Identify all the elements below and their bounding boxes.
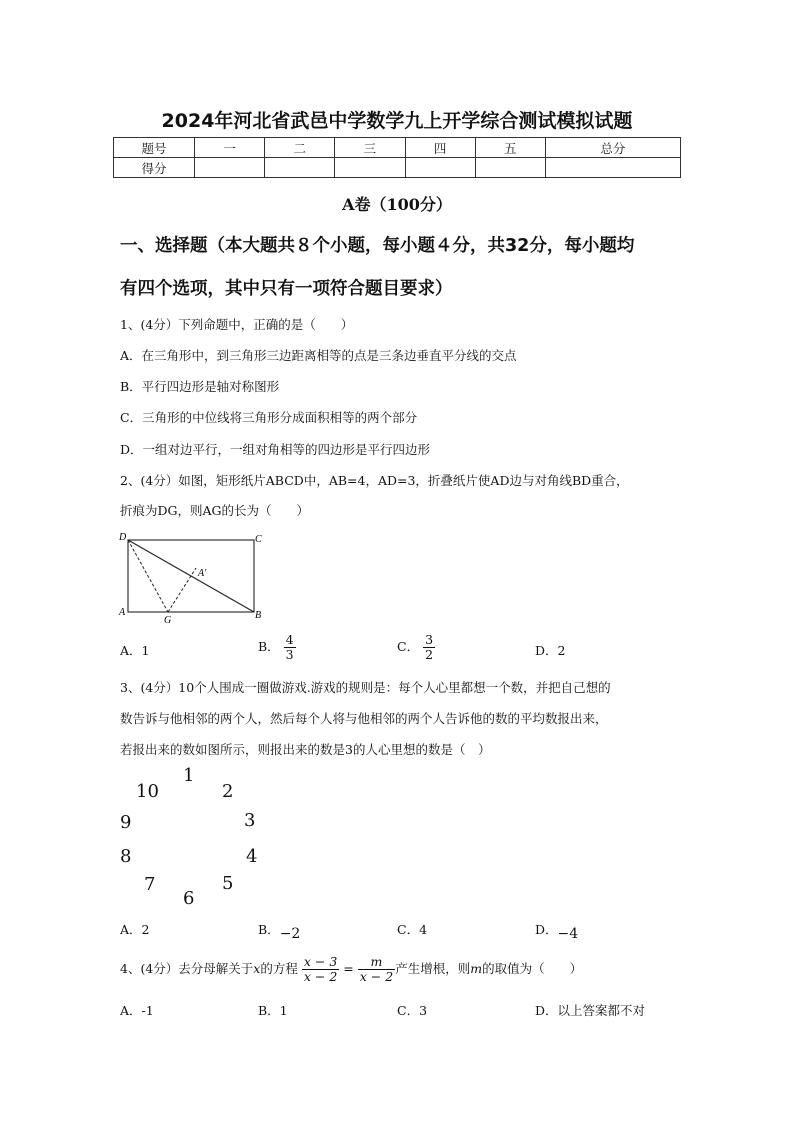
label-b: B	[255, 610, 262, 621]
question-1-option-c: C．三角形的中位线将三角形分成面积相等的两个部分	[120, 410, 418, 425]
table-cell	[405, 158, 475, 178]
option-value: −4	[557, 926, 579, 942]
page-title: 2024年河北省武邑中学数学九上开学综合测试模拟试题	[161, 110, 633, 132]
stem-text: 的方程	[260, 961, 298, 976]
question-2-option-d: D．2	[535, 643, 566, 658]
table-cell	[545, 158, 680, 178]
question-3-stem-cont: 数告诉与他相邻的两个人，然后每个人将与他相邻的两个人告诉他的数的平均数报出来，	[120, 711, 608, 726]
option-value: −2	[279, 926, 301, 942]
question-3-option-b	[258, 920, 301, 942]
option-label: B．	[258, 639, 280, 654]
question-3-option-c: C．4	[397, 922, 428, 937]
table-cell: 得分	[114, 158, 195, 178]
table-cell	[195, 158, 265, 178]
label-a-prime: A′	[198, 568, 207, 579]
circle-number: 1	[183, 765, 195, 786]
circle-number: 6	[183, 888, 195, 909]
stem-text: 产生增根，则	[395, 961, 471, 976]
question-4-option-c: C．3	[397, 1003, 428, 1018]
part-heading: 一、选择题（本大题共８个小题，每小题４分，共32分，每小题均	[120, 236, 635, 256]
score-table	[113, 137, 681, 178]
stem-text: 4、(4分）去分母解关于	[120, 961, 254, 976]
question-4-option-d: D．以上答案都不对	[535, 1003, 646, 1018]
equals-sign: =	[343, 961, 354, 976]
table-row	[114, 138, 681, 158]
table-cell: 一	[195, 138, 265, 158]
circle-number: 8	[120, 846, 132, 867]
question-2-option-c	[397, 633, 435, 662]
fraction: $\frac{3}{2}$	[425, 632, 434, 662]
section-title: A卷（100分）	[342, 195, 452, 214]
question-4-option-b: B．1	[258, 1003, 288, 1018]
question-2-option-b	[258, 633, 296, 662]
circle-number: 5	[222, 873, 234, 894]
fraction-rhs: $\frac{m}{x - 2}$	[359, 954, 394, 984]
label-d: D	[119, 532, 127, 543]
circle-number: 7	[144, 874, 156, 895]
question-1-stem: 1、(4分）下列命题中，正确的是（ ）	[120, 317, 354, 332]
question-2-stem-cont: 折痕为DG，则AG的长为（ ）	[120, 503, 310, 518]
option-label: B．	[258, 922, 280, 937]
label-c: C	[255, 534, 262, 545]
fold-line-ga	[168, 568, 196, 612]
table-cell: 五	[475, 138, 545, 158]
fraction-lhs: $\frac{x - 3}{x - 2}$	[303, 954, 338, 984]
table-cell: 题号	[114, 138, 195, 158]
label-g: G	[164, 615, 172, 624]
table-row	[114, 158, 681, 178]
question-3-stem-cont2: 若报出来的数如图所示，则报出来的数是3的人心里想的数是（ ）	[120, 742, 491, 757]
rectangle-fold-figure	[116, 530, 266, 624]
table-cell: 四	[405, 138, 475, 158]
circle-number: 9	[120, 812, 132, 833]
table-cell	[335, 158, 405, 178]
variable-m: m	[470, 961, 483, 976]
question-3-option-d	[535, 920, 579, 942]
circle-number: 4	[246, 846, 258, 867]
table-cell	[265, 158, 335, 178]
question-2-option-a: A．1	[120, 643, 150, 658]
question-3-stem: 3、(4分）10个人围成一圈做游戏.游戏的规则是：每个人心里都想一个数，并把自己想的	[120, 680, 611, 695]
table-cell: 三	[335, 138, 405, 158]
option-label: D．	[535, 922, 558, 937]
table-cell: 总分	[545, 138, 680, 158]
table-cell: 二	[265, 138, 335, 158]
table-cell	[475, 158, 545, 178]
circle-number: 10	[136, 781, 159, 802]
question-4-option-a: A．-1	[120, 1003, 154, 1018]
question-4-stem	[120, 955, 582, 984]
question-1-option-d: D．一组对边平行，一组对角相等的四边形是平行四边形	[120, 442, 431, 457]
question-2-stem: 2、(4分）如图，矩形纸片ABCD中，AB=4，AD=3，折叠纸片使AD边与对角线BD重合，	[120, 473, 629, 488]
variable-x: x	[253, 961, 261, 976]
option-label: C．	[397, 639, 420, 654]
circle-number: 3	[244, 810, 256, 831]
question-1-option-a: A．在三角形中，到三角形三边距离相等的点是三条边垂直平分线的交点	[120, 348, 517, 363]
part-heading-cont: 有四个选项，其中只有一项符合题目要求）	[120, 279, 453, 299]
circle-number: 2	[222, 781, 234, 802]
question-3-option-a: A．2	[120, 922, 150, 937]
question-1-option-b: B．平行四边形是轴对称图形	[120, 379, 280, 394]
stem-text: 的取值为（ ）	[482, 961, 583, 976]
label-a: A	[119, 607, 126, 618]
fraction: $\frac{4}{3}$	[285, 632, 294, 662]
